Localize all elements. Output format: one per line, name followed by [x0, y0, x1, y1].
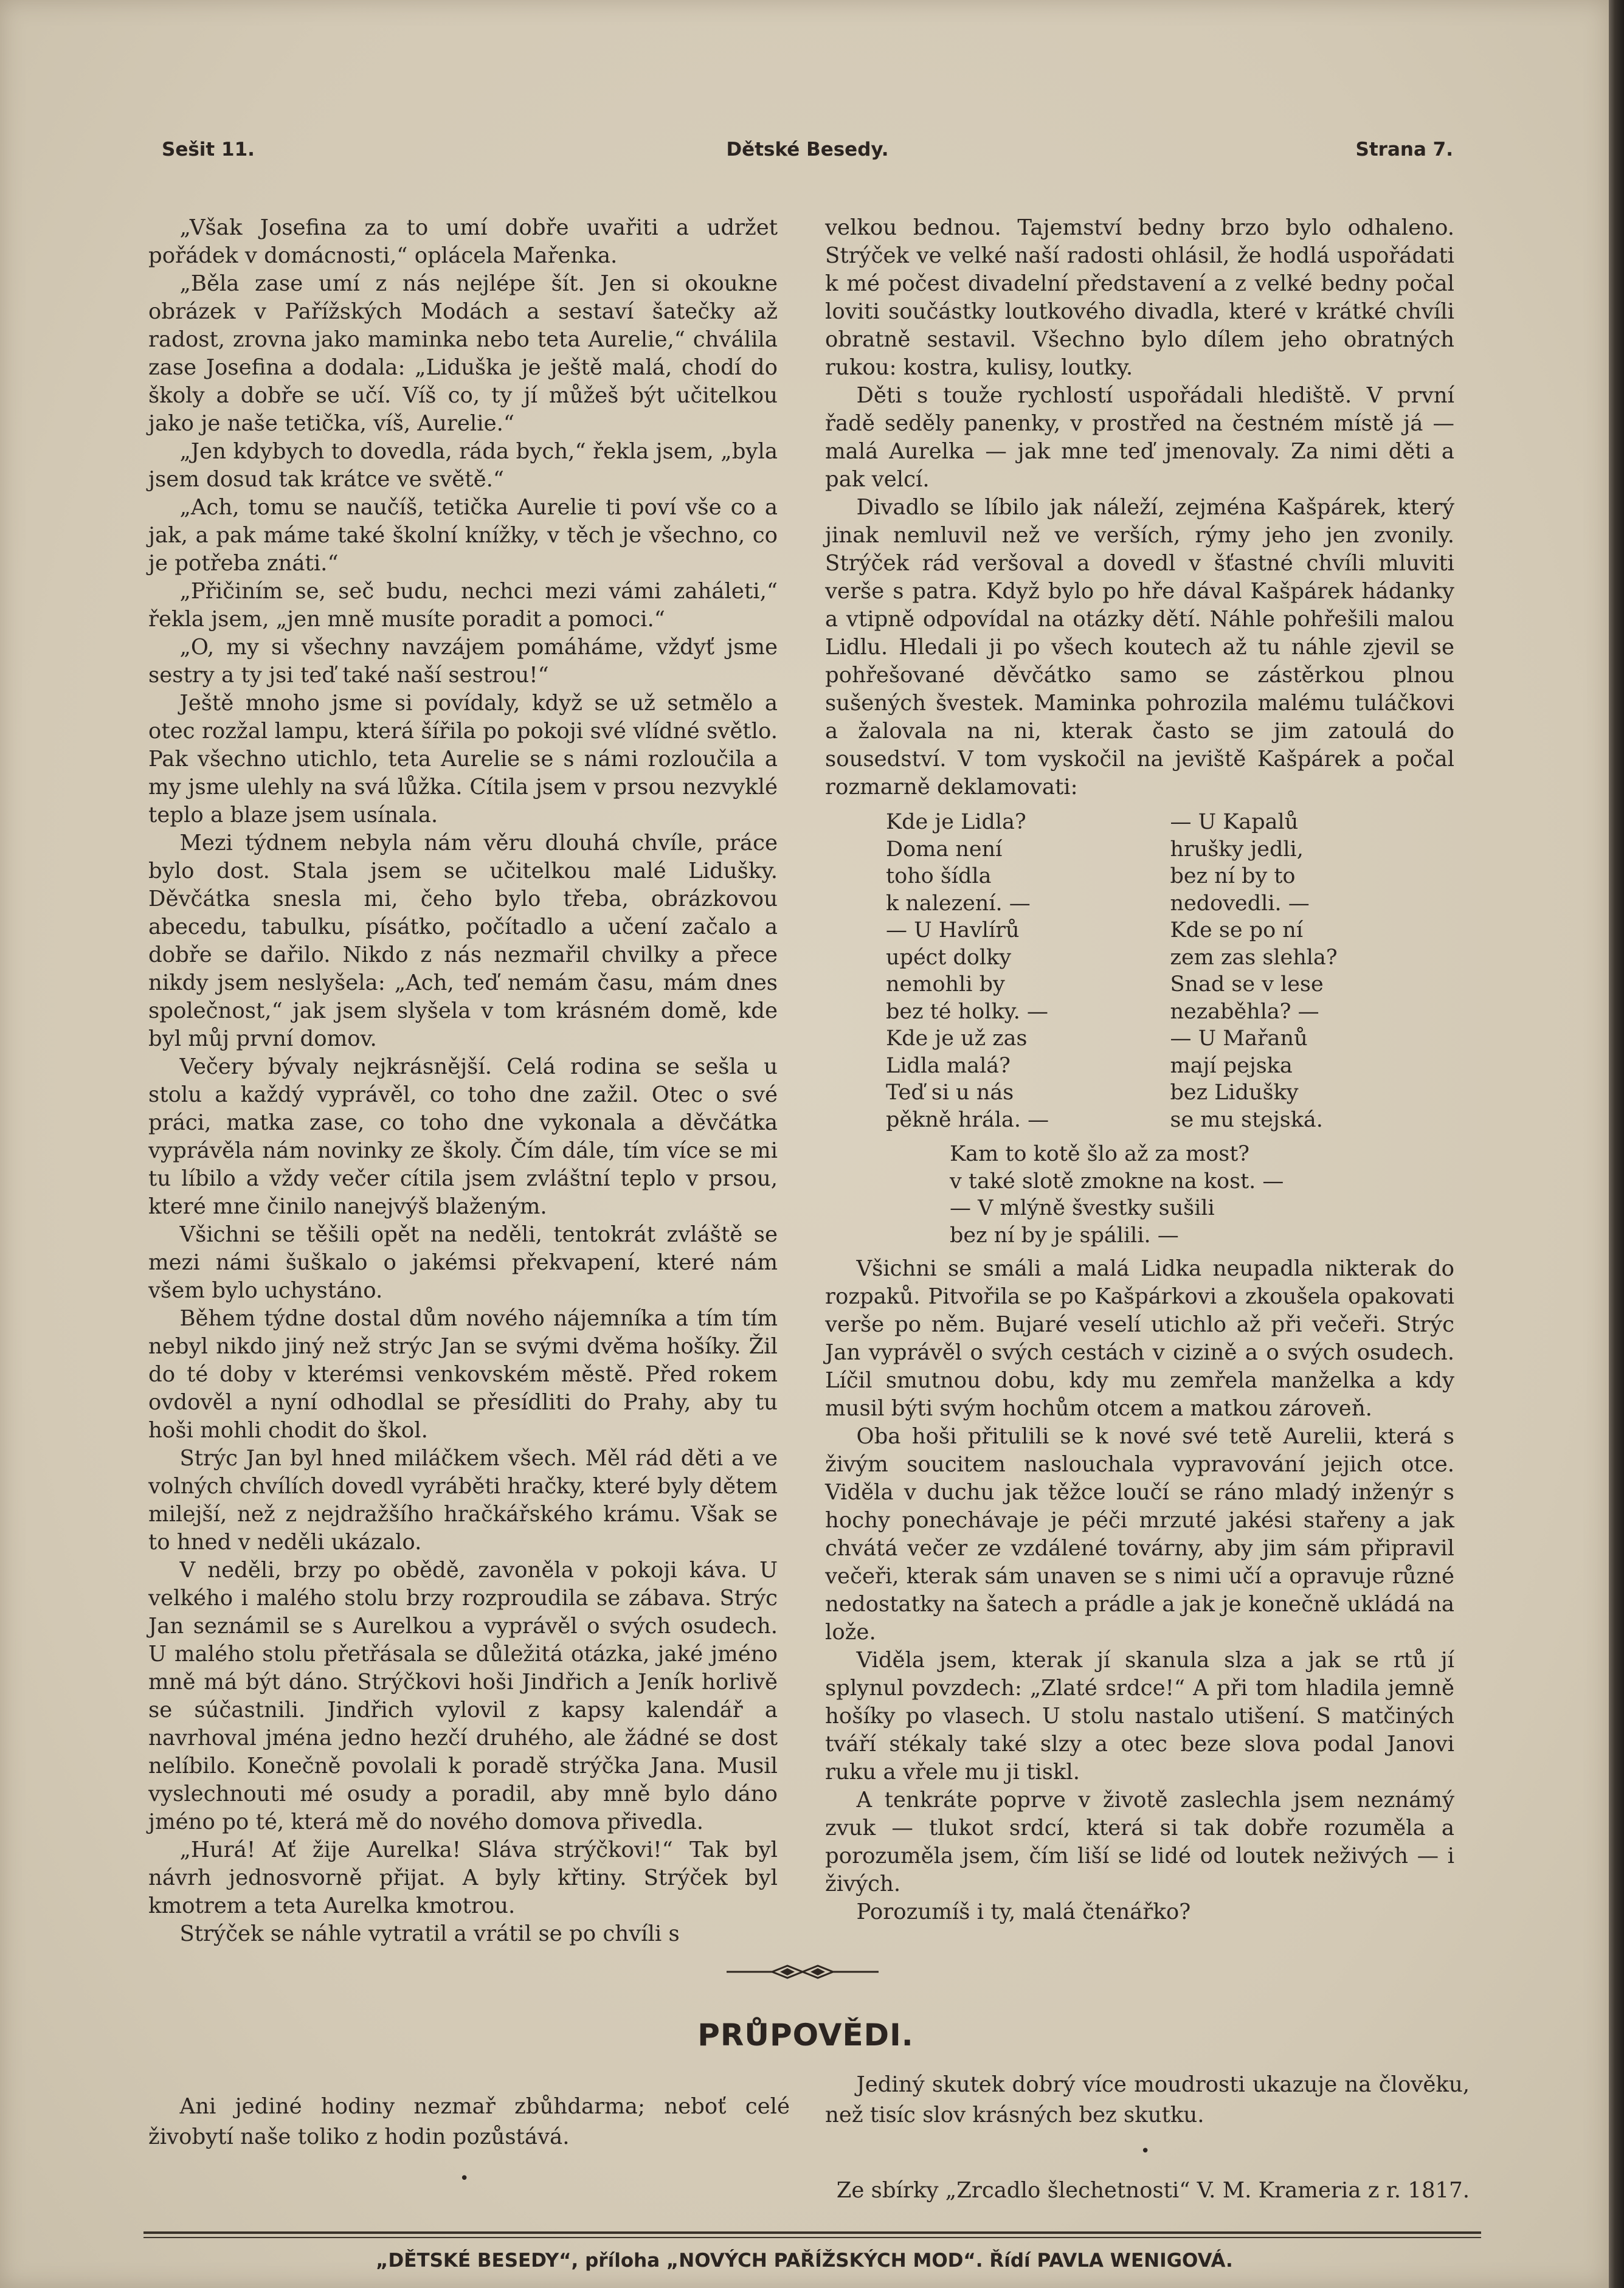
poem-line: mají pejska [1170, 1053, 1293, 1078]
paragraph: Všichni se těšili opět na neděli, tentokrát zvláště se mezi námi šuškalo o jakémsi překvapení, které nám všem bylo uchystáno. [148, 1222, 778, 1303]
poem-line: se mu stejská. [1170, 1107, 1323, 1132]
poem-line: nedovedli. — [1170, 891, 1310, 916]
poem-line: — U Kapalů [1170, 810, 1299, 834]
poem-line: Kde je Lidla? [886, 810, 1026, 834]
paragraph: „Jen kdybych to dovedla, ráda bych,“ řekla jsem, „byla jsem dosud tak krátce ve světě.“ [148, 439, 778, 492]
paragraph: Ještě mnoho jsme si povídaly, když se už setmělo a otec rozžal lampu, která šířila po pokoji své vlídné světlo. Pak všechno utichlo, teta Aurelie se s námi rozloučila a my jsme ulehly na svá lůžka. Cítila jsem v prsou nezvyklé teplo a blaze jsem usínala. [148, 691, 778, 828]
poem-line: upéct dolky [886, 945, 1012, 970]
poem-line: bez ní by je spálili. — [950, 1223, 1179, 1248]
paragraph: „Hurá! Ať žije Aurelka! Sláva strýčkovi!“ Tak byl návrh jednosvorně přijat. A byly křtiny. Strýček byl kmotrem a teta Aurelka kmotrou. [148, 1837, 778, 1918]
poem-line: Kde je už zas [886, 1026, 1028, 1051]
paragraph: „Běla zase umí z nás nejlépe šít. Jen si okoukne obrázek v Pařížských Modách a sestaví šatečky až radost, zrovna jako maminka nebo teta Aurelie,“ chválila zase Josefina a dodala: „Liduška je ještě malá, chodí do školy a dobře se učí. Víš co, ty jí můžeš být učitelkou jako je naše tetička, víš, Aurelie.“ [148, 271, 778, 436]
proverb-source: Ze sbírky „Zrcadlo šlechetnosti“ V. M. Krameria z r. 1817. [836, 2178, 1470, 2203]
page-edge [1609, 0, 1624, 2288]
poem-column-left [886, 809, 1170, 1133]
paragraph: Strýček se náhle vytratil a vrátil se po chvíli s [179, 1921, 680, 1946]
separator-dot: • [460, 2169, 469, 2188]
paragraph: Děti s touže rychlostí uspořádali hlediště. V první řadě seděly panenky, v prostřed na čestném místě já — malá Aurelka — jak mne teď jmenovaly. Za nimi děti a pak velcí. [825, 383, 1454, 492]
poem-line: toho šídla [886, 864, 992, 888]
section-title: PRŮPOVĚDI. [697, 2017, 914, 2053]
paragraph: „Přičiním se, seč budu, nechci mezi vámi zaháleti,“ řekla jsem, „jen mně musíte poradit a pomoci.“ [148, 579, 778, 632]
poem-line: Doma není [886, 837, 1003, 862]
poem-line: Lidla malá? [886, 1053, 1011, 1078]
ornament-divider [727, 1963, 879, 1981]
poem-line: zem zas slehla? [1170, 945, 1338, 970]
paragraph: Divadlo se líbilo jak náleží, zejména Kašpárek, který jinak nemluvil než ve verších, rýmy jeho jen zvonily. Strýček rád veršoval a dovedl v šťastné chvíli mluviti verše s patra. Když bylo po hře dával Kašpárek hádanky a vtipně odpovídal na otázky dětí. Náhle pohřešili malou Lidlu. Hledali ji po všech koutech až tu náhle zjevil se pohřešované děvčátko samo se zástěrkou plnou sušených švestek. Maminka pohrozila malému tuláčkovi a žalovala na ni, kterak často se jim zatoulá do sousedství. V tom vyskočil na jeviště Kašpárek a počal rozmarně deklamovati: [825, 495, 1454, 800]
poem-line: k nalezení. — [886, 891, 1031, 916]
poem-line: bez ní by to [1170, 864, 1296, 888]
poem-column-right [1170, 809, 1455, 1133]
poem-line: Kde se po ní [1170, 918, 1304, 942]
paragraph: Porozumíš i ty, malá čtenářko? [856, 1899, 1191, 1924]
paragraph: „Ach, tomu se naučíš, tetička Aurelie ti poví vše co a jak, a pak máme také školní knížky, v těch je všechno, co je potřeba znáti.“ [148, 495, 778, 576]
paragraph: Strýc Jan byl hned miláčkem všech. Měl rád děti a ve volných chvílích dovedl vyráběti hračky, které byly dětem milejší, než z nejdražšího hračkářského krámu. Však se to hned v neděli ukázalo. [148, 1446, 778, 1555]
page-number: Strana 7. [1355, 139, 1453, 161]
proverb-text: Ani jediné hodiny nezmař zbůhdarma; neboť celé živobytí naše toliko z hodin pozůstává. [148, 2094, 790, 2149]
poem-line: Snad se v lese [1170, 972, 1324, 997]
poem-line: Teď si u nás [886, 1080, 1014, 1105]
paragraph: Oba hoši přitulili se k nové své tetě Aurelii, která s živým soucitem naslouchala vypravování jejich otce. Viděla v duchu jak těžce loučí se ráno mladý inženýr s hochy ponechávaje je péči mrzuté jakési stařeny a jak chvátá večer ze vzdálené továrny, aby jim sám připravil večeři, kterak sám unaven se s nimi učí a opravuje různé nedostatky na šatech a prádle a jak je konečně ukládá na lože. [825, 1424, 1454, 1645]
poem-line: bez Lidušky [1170, 1080, 1299, 1105]
left-column [148, 214, 778, 1948]
publication-title: Dětské Besedy. [726, 139, 889, 161]
poem-line: nemohli by [886, 972, 1005, 997]
poem [886, 809, 1454, 1133]
proverb-left [148, 2092, 790, 2152]
paragraph: Všichni se smáli a malá Lidka neupadla nikterak do rozpaků. Pitvořila se po Kašpárkovi a zkoušela opakovati verše po něm. Bujaré veselí utichlo až při večeři. Strýc Jan vyprávěl o svých cestách v cizině a o svých osudech. Líčil smutnou dobu, kdy mu zemřela manželka a kdy musil býti svým hochům otcem a matkou zároveň. [825, 1256, 1454, 1421]
paragraph: Večery bývaly nejkrásnější. Celá rodina se sešla u stolu a každý vyprávěl, co toho dne zažil. Otec o své práci, matka zase, co toho dne vykonala a děvčátka vyprávěla nám novinky ze školy. Čím dále, tím více se mi tu líbilo a vždy večer cítila jsem zvláštní teplo v prsou, které mne činilo nanejvýš blaženým. [148, 1054, 778, 1219]
poem-line: Kam to kotě šlo až za most? [950, 1142, 1250, 1166]
poem-line: v také slotě zmokne na kost. — [950, 1169, 1284, 1194]
paragraph: „O, my si všechny navzájem pomáháme, vždyť jsme sestry a ty jsi teď také naší sestrou!“ [148, 635, 778, 688]
separator-dot: • [1141, 2142, 1150, 2160]
poem-line: — U Mařanů [1170, 1026, 1308, 1051]
poem-line: — V mlýně švestky sušili [950, 1196, 1215, 1220]
proverb-right [825, 2070, 1470, 2131]
poem-line: bez té holky. — [886, 999, 1048, 1024]
issue-number: Sešit 11. [162, 139, 255, 161]
paragraph: „Však Josefina za to umí dobře uvařiti a udržet pořádek v domácnosti,“ oplácela Mařenka. [148, 215, 778, 268]
paragraph: A tenkráte poprve v životě zaslechla jsem neznámý zvuk — tlukot srdcí, která si tak dobře rozuměla a porozuměla jsem, čím liší se lidé od loutek neživých — i živých. [825, 1788, 1454, 1896]
poem-line: hrušky jedli, [1170, 837, 1304, 862]
paragraph: V neděli, brzy po obědě, zavoněla v pokoji káva. U velkého i malého stolu brzy rozproudila se zábava. Strýc Jan seznámil se s Aurelkou a vyprávěl o svých osudech. U malého stolu přetřásala se důležitá otázka, jaké jméno mně má být dáno. Strýčkovi hoši Jindřich a Jeník horlivě se súčastnili. Jindřich vylovil z kapsy kalendář a navrhoval jména jedno hezčí druhého, ale žádné se dost nelíbilo. Konečně povolali k poradě strýčka Jana. Musil vyslechnouti mé osudy a poradil, aby mně bylo dáno jméno po té, která mě do nového domova přivedla. [148, 1558, 778, 1834]
footer-rule [143, 2237, 1481, 2238]
poem-line: — U Havlírů [886, 918, 1020, 942]
paragraph: velkou bednou. Tajemství bedny brzo bylo odhaleno. Strýček ve velké naší radosti ohlásil, že hodlá uspořádati k mé počest divadelní představení a z velké bedny počal loviti součástky loutkového divadla, které v krátké chvíli obratně sestavil. Všechno bylo dílem jeho obratných rukou: kostra, kulisy, loutky. [825, 215, 1454, 380]
page-header [162, 139, 1453, 175]
page-footer: „DĚTSKÉ BESEDY“, příloha „NOVÝCH PAŘÍŽSKÝCH MOD“. Řídí PAVLA WENIGOVÁ. [376, 2250, 1233, 2272]
proverb-text: Jediný skutek dobrý více moudrosti ukazuje na člověku, než tisíc slov krásných bez skutku. [825, 2072, 1470, 2127]
paragraph: Během týdne dostal dům nového nájemníka a tím tím nebyl nikdo jiný než strýc Jan se svými dvěma hošíky. Žil do té doby v kterémsi venkovském městě. Před rokem ovdověl a nyní odhodlal se přesídliti do Prahy, aby tu hoši mohli chodit do škol. [148, 1306, 778, 1443]
paragraph: Viděla jsem, kterak jí skanula slza a jak se rtů jí splynul povzdech: „Zlaté srdce!“ A při tom hladila jemně hošíky po vlasech. U stolu nastalo utišení. S matčiných tváří stékaly také slzy a otec beze slova podal Janovi ruku a vřele mu ji tiskl. [825, 1648, 1454, 1785]
paragraph: Mezi týdnem nebyla nám věru dlouhá chvíle, práce bylo dost. Stala jsem se učitelkou malé Lidušky. Děvčátka snesla mi, čeho bylo třeba, obrázkovou abecedu, tabulku, písátko, počítadlo a učení začalo a dobře se dařilo. Nikdo z nás nezmařil chvilky a přece nikdy jsem neslyšela: „Ach, teď nemám času, mám dnes společnost,“ jak jsem slyšela v tom krásném domě, kde byl můj první domov. [148, 831, 778, 1051]
poem-stanza [950, 1141, 1454, 1249]
footer-rule [143, 2231, 1481, 2234]
poem-line: nezaběhla? — [1170, 999, 1319, 1024]
right-column [825, 214, 1454, 1926]
poem-line: pěkně hrála. — [886, 1107, 1049, 1132]
